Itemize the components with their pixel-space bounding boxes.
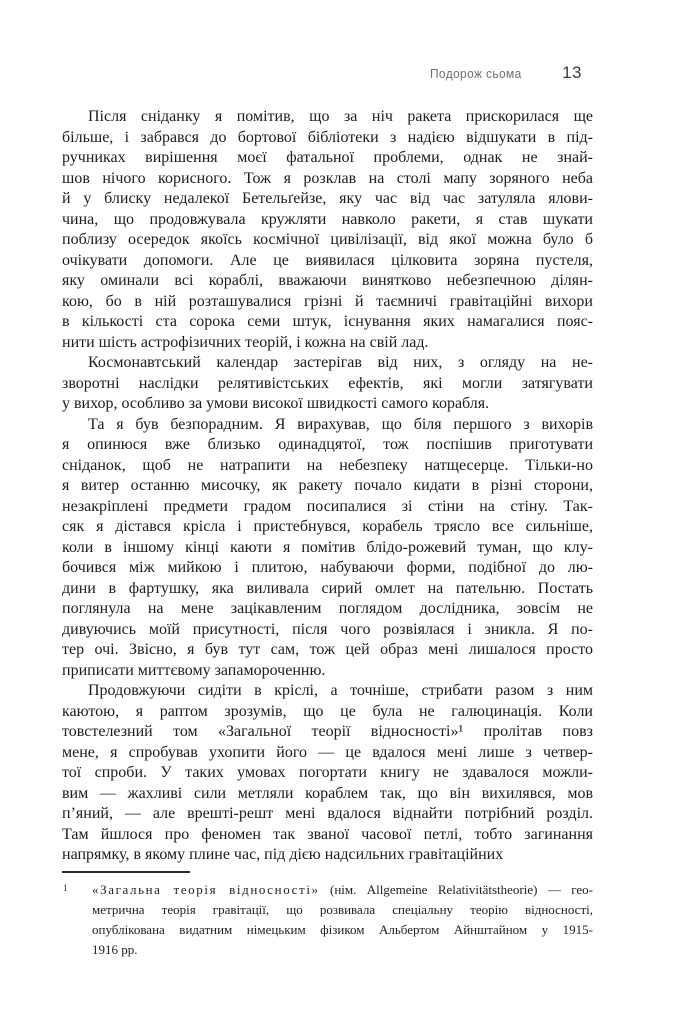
text-line: поглянула на мене зацікавленим поглядом дослідника, зовсім не: [62, 600, 593, 617]
text-line: тер очі. Звісно, я був тут сам, тож цей образ мені лишалося просто: [62, 641, 593, 658]
footnote-separator: [62, 871, 190, 873]
text-line: незакріплені предмети градом посипалися зі стіни на стіну. Так-: [62, 497, 593, 515]
text-line: ручниках вирішення моєї фатальної проблеми, однак не знай-: [62, 149, 593, 166]
footnote-term: «Загальна теорія відносності»: [92, 881, 320, 897]
text-line: очікувати допомоги. Але це виявилася цілковита зоряна пустеля,: [62, 251, 593, 269]
text-line: сяк я дістався крісла і пристебнувся, корабель трясло все сильніше,: [62, 518, 593, 535]
text-line: сніданок, щоб не натрапити на небезпеку натщесерце. Тільки-но: [62, 456, 593, 474]
text-line: яку оминали всі кораблі, вважаючи винятково небезпечною ділян-: [62, 272, 593, 289]
text-line: Там йшлося про феномен так званої часової петлі, тобто загинання: [62, 825, 593, 843]
text-line: мене, я спробував ухопити його — це вдалося мені лише з четвер-: [62, 743, 593, 761]
text-column: [62, 63, 593, 960]
body-text: [62, 107, 593, 866]
text-line: поблизу осередок якоїсь космічної цивілізації, від якої можна було б: [62, 231, 593, 248]
text-line: приписати миттєвому запамороченню.: [62, 661, 326, 679]
chapter-title: Подорож сьома: [430, 66, 523, 81]
running-header: [62, 63, 593, 83]
text-line: п’яний, — але врешті-решт мені вдалося віднайти потрібний розділ.: [62, 805, 593, 822]
text-line: коли в іншому кінці каюти я помітив блідо-рожевий туман, що клу-: [62, 538, 593, 556]
text-line: зворотні наслідки релятивістських ефектів, які могли затягувати: [62, 374, 593, 392]
text-line: Продовжуючи сидіти в кріслі, а точніше, стрибати разом з ним: [88, 682, 593, 699]
text-line: нити шість астрофізичних теорій, і кожна на свій лад.: [62, 333, 429, 351]
footnote-line: опублікована видатним німецьким фізиком Альбертом Айнштайном у 1915-: [92, 921, 593, 937]
text-line: дивуючись моїй присутності, після чого розвіялася і зникла. Я по-: [62, 620, 593, 638]
text-line: дини в фартушку, яка виливала сирий омлет на пательню. Постать: [62, 579, 593, 597]
text-line: я опинюся вже близько одинадцятої, тож поспішив приготувати: [62, 436, 593, 453]
text-line: чина, що продовжувала кружляти навколо ракети, я став шукати: [62, 210, 593, 228]
text-line: у вихор, особливо за умови високої швидкості самого корабля.: [62, 395, 490, 412]
text-line: Космонавтський календар застерігав від них, з огляду на не-: [88, 354, 593, 371]
footnote-line: 1916 рр.: [92, 941, 138, 957]
text-line: й у блиску недалекої Бетельґейзе, яку час від час затуляла ялови-: [62, 190, 593, 207]
text-line: Та я був безпорадним. Я вирахував, що біля першого з вихорів: [88, 415, 593, 433]
text-line: кою, бо в ній розташувалися грізні й таємничі гравітаційні вихори: [62, 292, 593, 310]
footnote-text: [92, 880, 593, 960]
text-line: каютою, я раптом зрозумів, що це була не галюцинація. Коли: [62, 702, 593, 720]
text-line: тої спроби. У таких умовах погортати книгу не здавалося можли-: [62, 764, 593, 781]
page-number: 13: [562, 63, 582, 82]
text-line: напрямку, в якому плине час, під дією надсильних гравітаційних: [62, 846, 504, 863]
text-line: шов нічого корисного. Тож я розклав на столі мапу зоряного неба: [62, 169, 593, 187]
text-line: більше, і забрався до бортової бібліотеки з надією відшукати в під-: [62, 128, 593, 146]
text-line: бочився між мийкою і плитою, набуваючи форми, подібної до лю-: [62, 559, 593, 576]
footnote: [62, 880, 593, 960]
text-line: в кількості ста сорока семи штук, існування яких намагалися пояс-: [62, 313, 593, 330]
text-line: товстелезний том «Загальної теорії відносності»¹ пролітав повз: [62, 723, 593, 740]
footnote-line: «Загальна теорія відносності» (нім. Allgemeine Relativitätstheorie) — гео-: [92, 881, 593, 897]
text-line: Після сніданку я помітив, що за ніч ракета прискорилася ще: [88, 108, 593, 125]
text-line: вим — жахливі сили метляли кораблем так, що він вихилявся, мов: [62, 784, 593, 802]
text-line: я витер останню мисочку, як ракету почало кидати в різні сторони,: [62, 477, 593, 494]
footnote-line: метрична теорія гравітації, що розвивала спеціальну теорію відносності,: [92, 901, 593, 917]
footnote-marker: 1: [63, 882, 68, 893]
